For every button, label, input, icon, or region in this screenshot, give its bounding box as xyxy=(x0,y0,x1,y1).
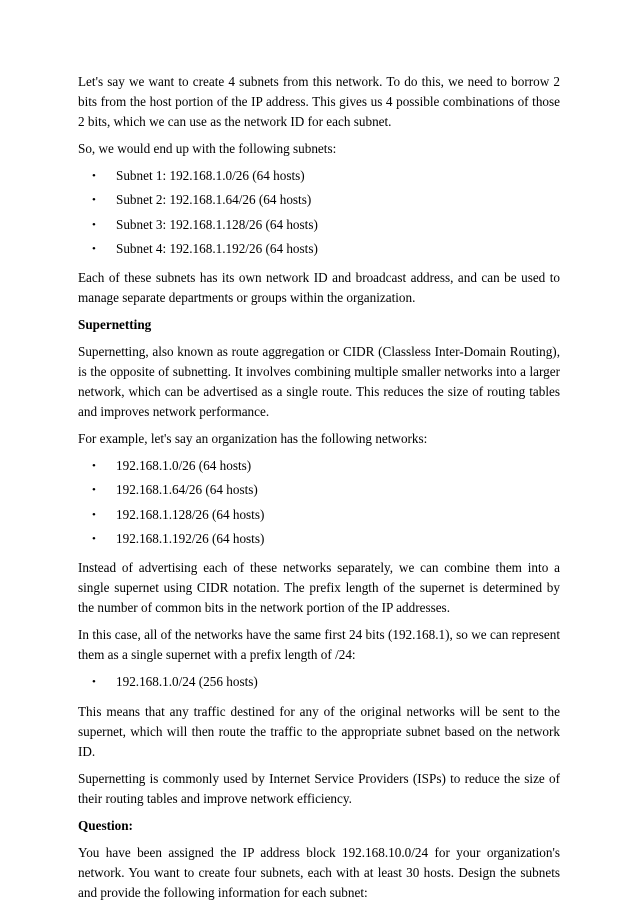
list-item-text: 192.168.1.0/24 (256 hosts) xyxy=(116,674,258,690)
paragraph-subnets-intro: So, we would end up with the following subnets: xyxy=(78,141,337,156)
bullet-icon: • xyxy=(92,194,96,207)
bullet-icon: • xyxy=(92,218,96,231)
document-page xyxy=(78,72,560,910)
paragraph-question: You have been assigned the IP address block 192.168.10.0/24 for your organization's network. You want to create four subnets, each with at least 30 hosts. Design the subnets and provide the following information for each subnet: xyxy=(78,844,560,900)
supernet-list xyxy=(78,672,560,696)
list-item-text: Subnet 3: 192.168.1.128/26 (64 hosts) xyxy=(116,216,318,232)
network-list xyxy=(78,456,560,553)
bullet-icon: • xyxy=(92,242,96,255)
list-item xyxy=(78,190,560,214)
paragraph-cidr-combine: Instead of advertising each of these networks separately, we can combine them into a single supernet using CIDR notation. The prefix length of the supernet is determined by the number of common bits in the network portion of the IP addresses. xyxy=(78,560,560,616)
paragraph-networks-intro: For example, let's say an organization has the following networks: xyxy=(78,431,428,447)
list-item-text: 192.168.1.0/26 (64 hosts) xyxy=(116,458,252,474)
list-item-text: Subnet 4: 192.168.1.192/26 (64 hosts) xyxy=(116,240,318,256)
list-item-text: 192.168.1.64/26 (64 hosts) xyxy=(116,482,258,498)
subnet-list xyxy=(78,166,560,263)
paragraph-isp-usage: Supernetting is commonly used by Internet Service Providers (ISPs) to reduce the size of their routing tables and improve network efficiency. xyxy=(78,770,560,806)
list-item xyxy=(78,456,560,480)
list-item-text: 192.168.1.128/26 (64 hosts) xyxy=(116,506,265,522)
paragraph-subnet-purpose: Each of these subnets has its own network ID and broadcast address, and can be used to manage separate departments or groups within the organization. xyxy=(78,270,560,306)
bullet-icon: • xyxy=(92,170,96,182)
list-item xyxy=(78,480,560,504)
paragraph-traffic-routing: This means that any traffic destined for any of the original networks will be sent to the supernet, which will then route the traffic to the appropriate subnet based on the network ID. xyxy=(78,703,560,759)
bullet-icon: • xyxy=(92,508,96,521)
section-heading-question: Question: xyxy=(78,817,133,833)
list-item xyxy=(78,529,560,553)
list-item-text: Subnet 2: 192.168.1.64/26 (64 hosts) xyxy=(116,192,312,208)
list-item xyxy=(78,505,560,529)
paragraph-prefix-length: In this case, all of the networks have the same first 24 bits (192.168.1), so we can represent them as a single supernet with a prefix length of /24: xyxy=(78,627,560,663)
paragraph-borrow-bits: Let's say we want to create 4 subnets from this network. To do this, we need to borrow 2 bits from the host portion of the IP address. This gives us 4 possible combinations of those 2 bits, which we can use as the network ID for each subnet. xyxy=(78,74,560,129)
paragraph-supernetting-definition: Supernetting, also known as route aggregation or CIDR (Classless Inter-Domain Routing), is the opposite of subnetting. It involves combining multiple smaller networks into a larger network, which can be advertised as a single route. This reduces the size of routing tables and improves network performance. xyxy=(78,344,560,420)
list-item xyxy=(78,672,560,696)
bullet-icon: • xyxy=(92,460,96,473)
bullet-icon: • xyxy=(92,533,96,546)
list-item-text: Subnet 1: 192.168.1.0/26 (64 hosts) xyxy=(116,168,305,183)
list-item xyxy=(78,215,560,239)
list-item-text: 192.168.1.192/26 (64 hosts) xyxy=(116,531,265,547)
list-item xyxy=(78,239,560,263)
bullet-icon: • xyxy=(92,676,96,689)
list-item xyxy=(78,166,560,190)
bullet-icon: • xyxy=(92,484,96,497)
section-heading-supernetting: Supernetting xyxy=(78,317,152,333)
